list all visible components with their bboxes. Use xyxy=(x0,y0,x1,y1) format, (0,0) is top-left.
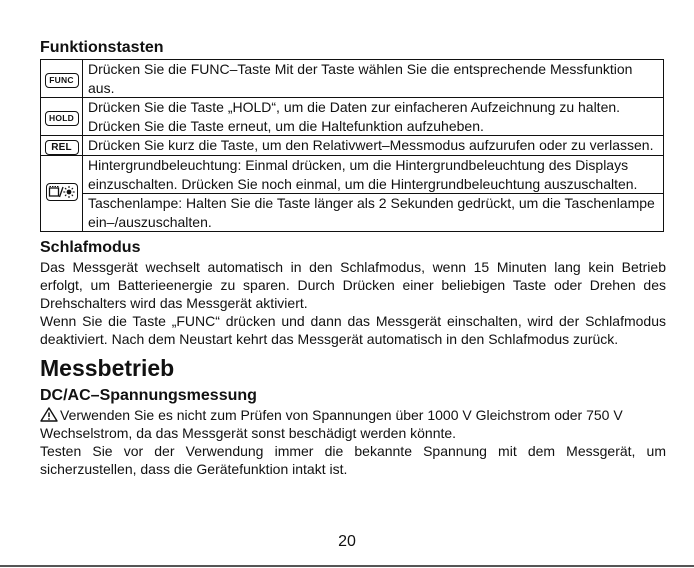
functions-heading: Funktionstasten xyxy=(40,39,164,56)
key-description: Drücken Sie die Taste „HOLD“, um die Daten zur einfacheren Aufzeichnung zu halten. Drücken Sie die Taste erneut, um die Haltefunktion aufzuheben. xyxy=(83,98,664,136)
key-description: Drücken Sie kurz die Taste, um den Relativwert–Messmodus aufzurufen oder zu verlassen. xyxy=(83,136,664,156)
manual-page xyxy=(40,38,666,478)
warning-text: Verwenden Sie es nicht zum Prüfen von Spannungen über 1000 V Gleichstrom oder 750 V Wechselstrom, da das Messgerät sonst beschädigt werden könnte. xyxy=(40,407,623,441)
rel-key-icon: REL xyxy=(45,140,79,155)
warning-paragraph xyxy=(40,406,666,442)
sleep-paragraph: Wenn Sie die Taste „FUNC“ drücken und dann das Messgerät einschalten, wird der Schlafmodus deaktiviert. Nach dem Neustart kehrt das Messgerät automatisch in den Schlafmodus zurück. xyxy=(40,313,666,347)
key-description: Hintergrundbeleuchtung: Einmal drücken, um die Hintergrundbeleuchtung des Displays einzuschalten. Drücken Sie noch einmal, um die Hintergrundbeleuchtung auszuschalten. xyxy=(83,156,664,194)
key-description: Drücken Sie die FUNC–Taste Mit der Taste wählen Sie die entsprechende Messfunktion aus. xyxy=(83,60,664,98)
warning-triangle-icon xyxy=(40,407,58,422)
key-cell xyxy=(41,156,83,232)
instruction-paragraph: Testen Sie vor der Verwendung immer die bekannte Spannung mit dem Messgerät, um sicherzustellen, dass die Gerätefunktion intakt ist. xyxy=(40,443,666,477)
table-row xyxy=(41,156,664,194)
voltage-measurement-heading: DC/AC–Spannungsmessung xyxy=(40,387,257,404)
key-description: Taschenlampe: Halten Sie die Taste länger als 2 Sekunden gedrückt, um die Taschenlampe ein–/auszuschalten. xyxy=(83,194,664,232)
page-number: 20 xyxy=(338,533,356,550)
sleep-heading: Schlafmodus xyxy=(40,239,141,256)
func-key-icon: FUNC xyxy=(45,73,79,88)
table-row xyxy=(41,136,664,156)
key-cell xyxy=(41,136,83,156)
key-cell xyxy=(41,60,83,98)
key-cell xyxy=(41,98,83,136)
backlight-flashlight-icon xyxy=(46,183,78,201)
table-row xyxy=(41,194,664,232)
hold-key-icon: HOLD xyxy=(45,111,79,126)
table-row xyxy=(41,60,664,98)
page-divider xyxy=(0,565,694,567)
function-keys-table xyxy=(40,59,664,232)
operation-heading: Messbetrieb xyxy=(40,355,175,381)
table-row xyxy=(41,98,664,136)
sleep-paragraph: Das Messgerät wechselt automatisch in den Schlafmodus, wenn 15 Minuten lang kein Betrieb erfolgt, um Batterieenergie zu sparen. Durch Drücken einer beliebigen Taste oder Drehen des Drehschalters wird das Messgerät aktiviert. xyxy=(40,259,666,311)
